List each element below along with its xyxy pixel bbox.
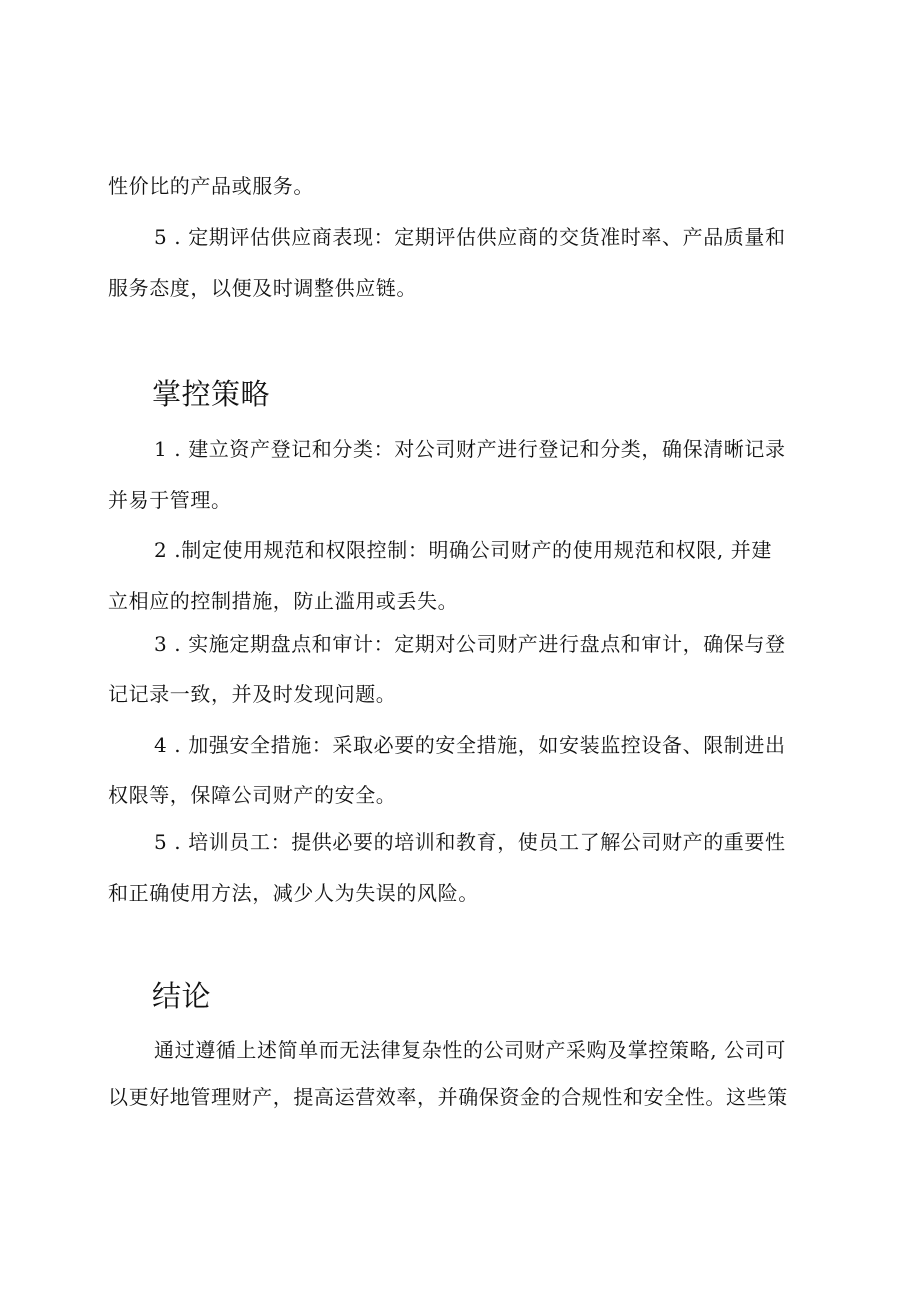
control-item-1-line-2: 并易于管理。 [108,488,232,512]
control-item-4-line-1: 4 . 加强安全措施：采取必要的安全措施，如安装监控设备、限制进出 [154,733,786,757]
control-item-3-line-2: 记记录一致，并及时发现问题。 [108,682,397,706]
procurement-item-5-line-1: 5 . 定期评估供应商表现：定期评估供应商的交货准时率、产品质量和 [154,225,786,249]
control-item-5-line-2: 和正确使用方法，减少人为失误的风险。 [108,881,479,905]
control-item-2-line-1: 2 .制定使用规范和权限控制：明确公司财产的使用规范和权限, 并建 [154,538,772,562]
conclusion-line-1: 通过遵循上述简单而无法律复杂性的公司财产采购及掌控策略, 公司可 [154,1038,786,1062]
intro-tail-line: 性价比的产品或服务。 [108,174,314,198]
conclusion-line-2: 以更好地管理财产，提高运营效率，并确保资金的合规性和安全性。这些策 [108,1085,788,1109]
conclusion-heading: 结论 [152,979,212,1013]
control-item-5-line-1: 5 . 培训员工：提供必要的培训和教育，使员工了解公司财产的重要性 [154,830,786,854]
control-item-4-line-2: 权限等，保障公司财产的安全。 [108,783,397,807]
control-strategy-heading: 掌控策略 [152,377,271,411]
control-item-1-line-1: 1 . 建立资产登记和分类：对公司财产进行登记和分类，确保清晰记录 [154,437,786,461]
control-item-2-line-2: 立相应的控制措施，防止滥用或丢失。 [108,589,459,613]
control-item-3-line-1: 3 . 实施定期盘点和审计：定期对公司财产进行盘点和审计，确保与登 [154,632,786,656]
procurement-item-5-line-2: 服务态度，以便及时调整供应链。 [108,276,417,300]
